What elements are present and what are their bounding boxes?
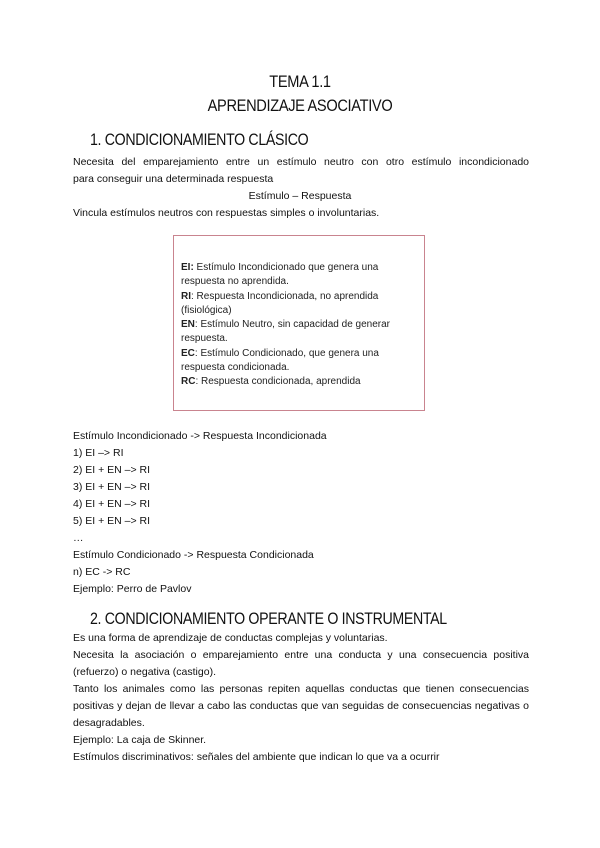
step-5: 5) EI + EN –> RI [73,515,151,527]
section-1-paragraph-line-2: para conseguir una determinada respuesta [73,173,274,185]
ellipsis: … [73,532,84,544]
section-2-line-1: Es una forma de aprendizaje de conductas complejas y voluntarias. [73,632,388,644]
section-2-heading: 2. CONDICIONAMIENTO OPERANTE O INSTRUMENTAL [90,610,447,628]
section-2-paragraph-3: Tanto los animales como las personas repiten aquellas conductas que tienen consecuencias positivas y dejan de llevar a cabo las conductas que van seguidas de consecuencias negativas o desagradables. [73,683,529,729]
definition-ec: EC: Estímulo Condicionado, que genera una respuesta condicionada. [181,347,379,374]
title-line-2: APRENDIZAJE ASOCIATIVO [207,96,393,115]
definition-en: EN: Estímulo Neutro, sin capacidad de generar respuesta. [181,319,391,345]
definitions-box [173,235,425,411]
title-line-1: TEMA 1.1 [269,72,331,91]
section-1-example: Ejemplo: Perro de Pavlov [73,583,192,595]
section-1-paragraph-2: Vincula estímulos neutros con respuestas simples o involuntarias. [73,207,380,219]
section-2-last-line: Estímulos discriminativos: señales del ambiente que indican lo que va a ocurrir [73,751,440,763]
section-2-example: Ejemplo: La caja de Skinner. [73,734,207,746]
section-2-paragraph-2: Necesita la asociación o emparejamiento entre una conducta y una consecuencia positiva (refuerzo) o negativa (castigo). [73,649,529,678]
list-footer: Estímulo Condicionado -> Respuesta Condicionada [73,549,314,561]
definition-ri: RI: Respuesta Incondicionada, no aprendida (fisiológica) [181,290,379,316]
section-1-paragraph-line-1: Necesita del emparejamiento entre un estímulo neutro con otro estímulo incondicionado [73,156,529,168]
section-1-heading: 1. CONDICIONAMIENTO CLÁSICO [90,131,309,149]
final-step: n) EC -> RC [73,566,131,578]
stimulus-response-line: Estímulo – Respuesta [248,190,352,202]
definitions-list [181,261,413,390]
step-3: 3) EI + EN –> RI [73,481,151,493]
step-1: 1) EI –> RI [73,447,124,459]
definition-ei: EI: Estímulo Incondicionado que genera una respuesta no aprendida. [181,262,379,288]
step-2: 2) EI + EN –> RI [73,464,151,476]
definition-rc: RC: Respuesta condicionada, aprendida [181,376,361,388]
list-header: Estímulo Incondicionado -> Respuesta Incondicionada [73,430,327,442]
step-4: 4) EI + EN –> RI [73,498,151,510]
